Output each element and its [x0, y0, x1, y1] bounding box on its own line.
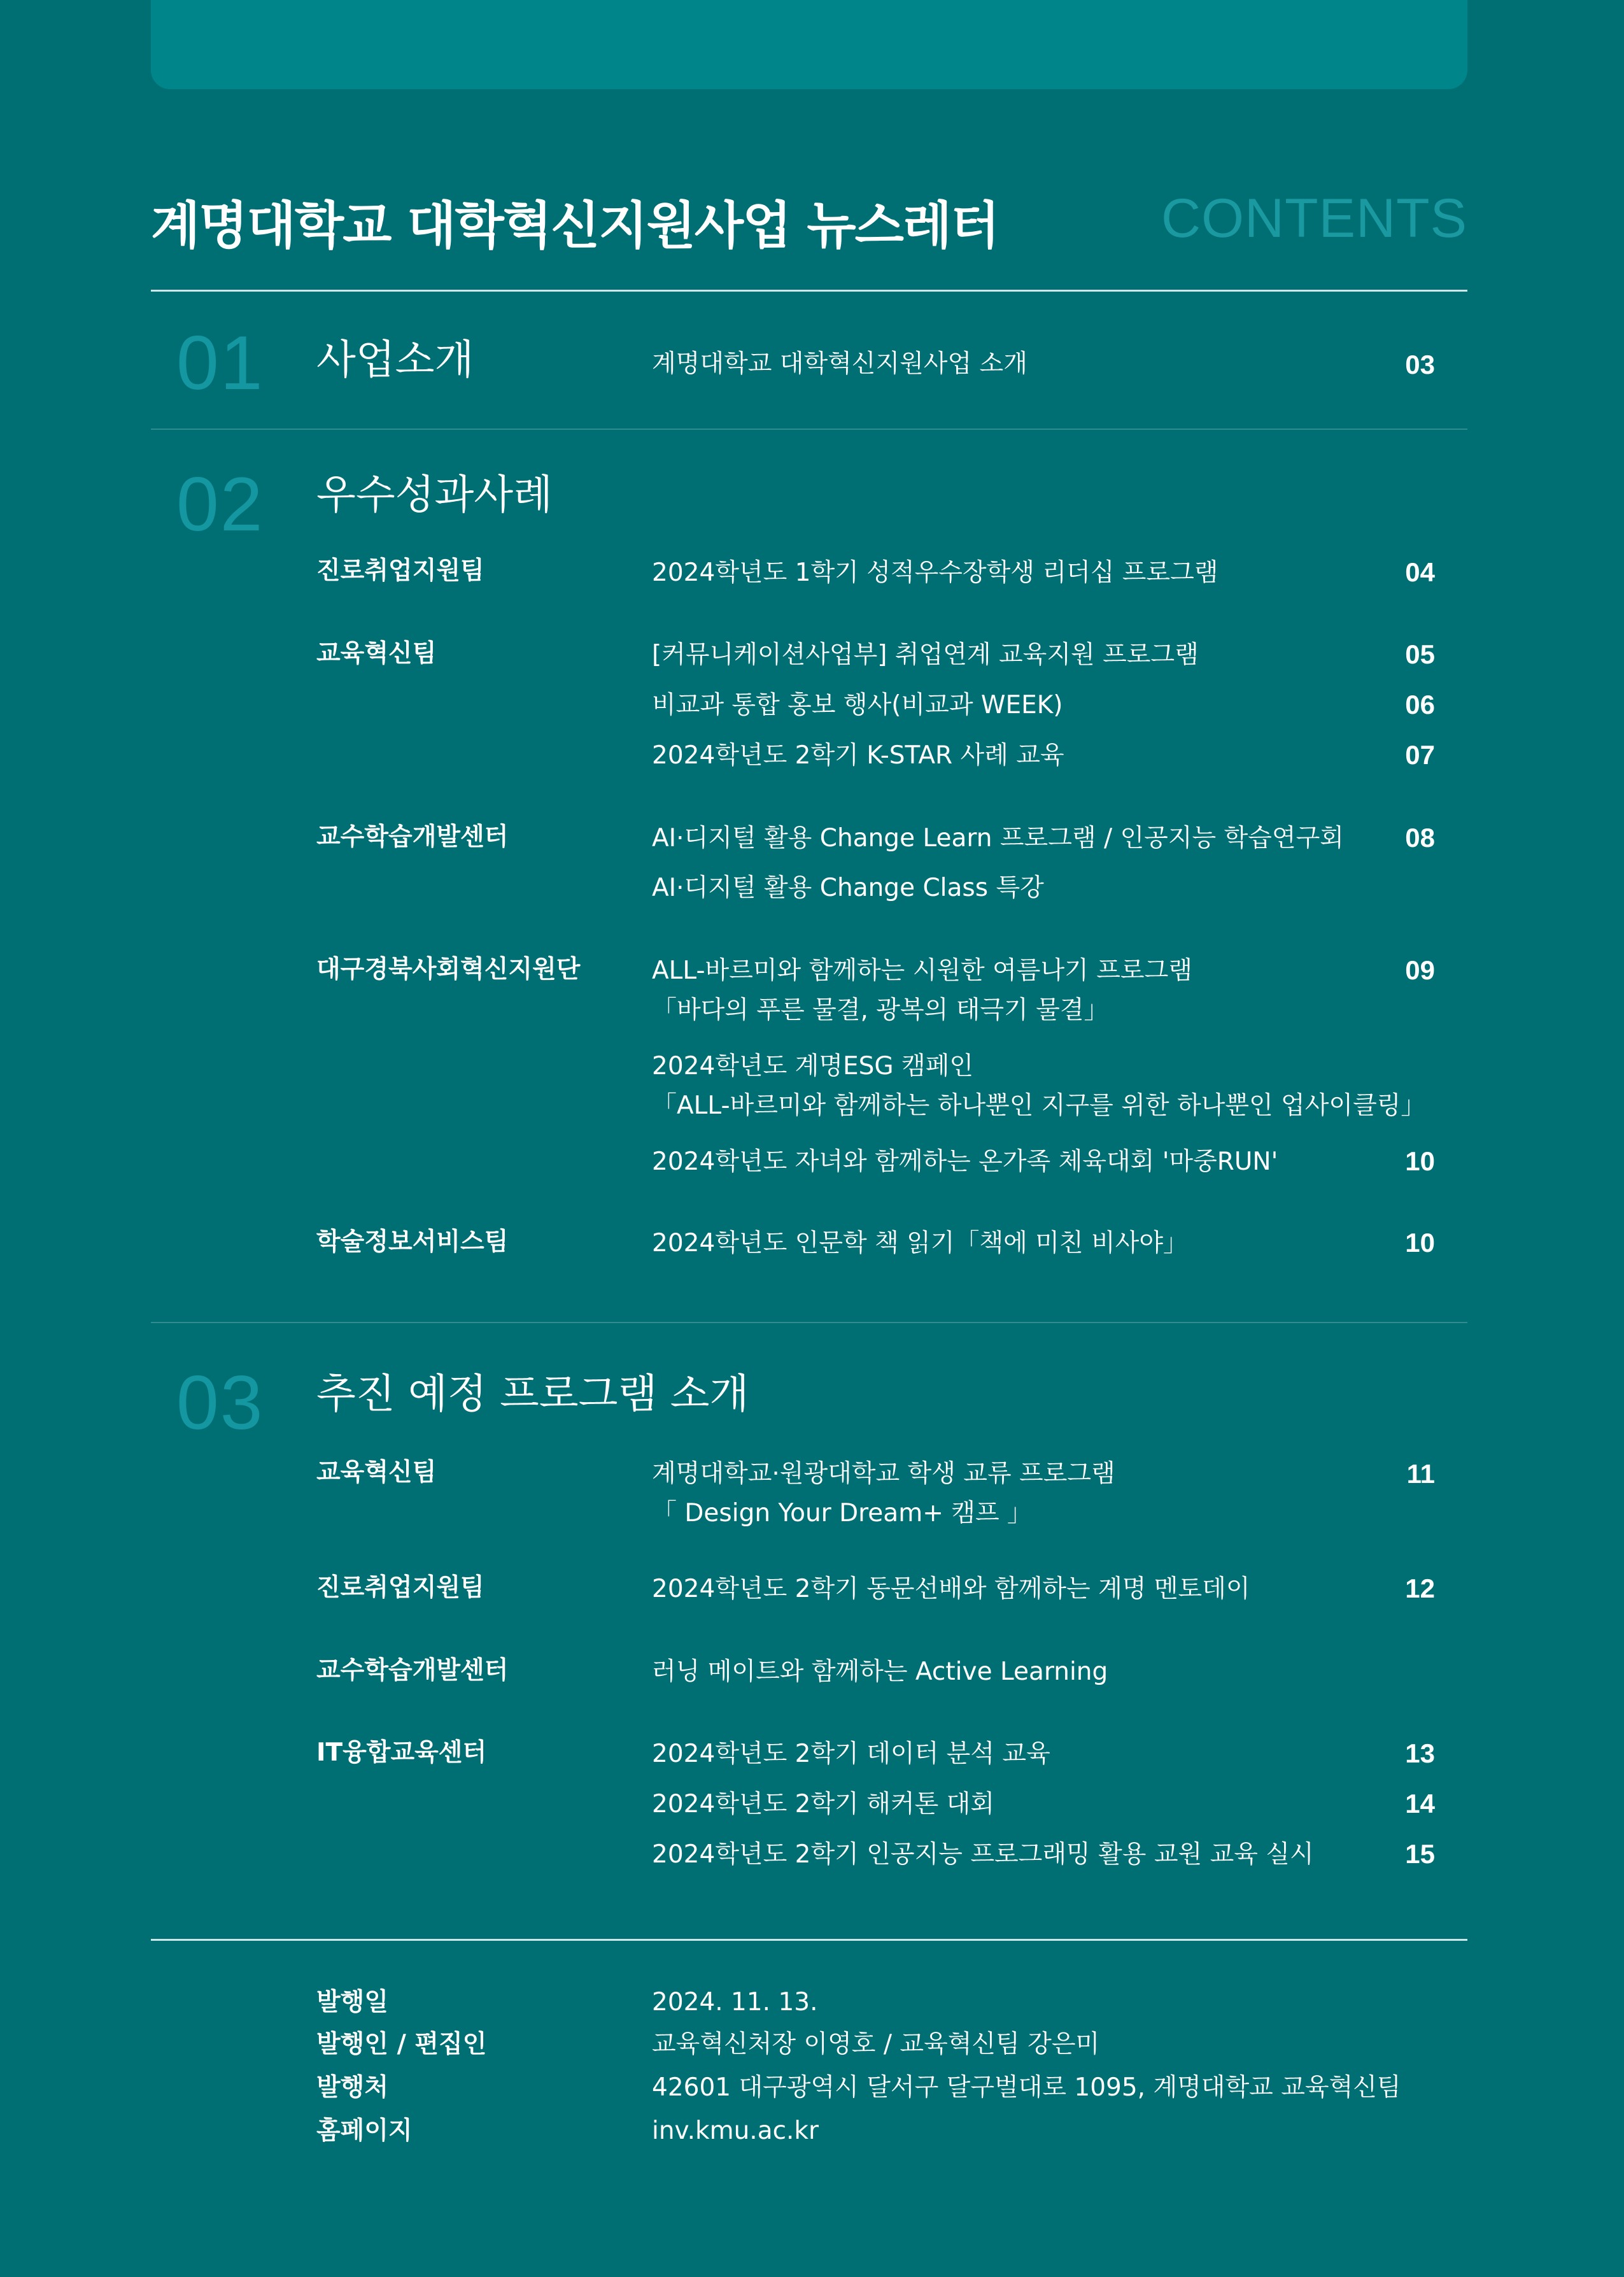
team-name: 교수학습개발센터	[316, 823, 509, 851]
toc-item[interactable]: 2024학년도 2학기 동문선배와 함께하는 계명 멘토데이	[652, 1575, 1250, 1603]
team-name: 교육혁신팀	[316, 639, 437, 668]
homepage-link[interactable]: inv.kmu.ac.kr	[652, 2117, 819, 2145]
toc-item[interactable]: [커뮤니케이션사업부] 취업연계 교육지원 프로그램	[652, 641, 1199, 669]
toc-item-subtitle[interactable]: 「ALL-바르미와 함께하는 하나뿐인 지구를 위한 하나뿐인 업사이클링」	[652, 1091, 1426, 1120]
toc-item[interactable]: AI·디지털 활용 Change Learn 프로그램 / 인공지능 학습연구회	[652, 824, 1344, 853]
page-number[interactable]: 06	[1405, 690, 1435, 720]
footer-divider	[151, 1939, 1467, 1941]
section-title: 우수성과사례	[316, 472, 553, 519]
header-divider	[151, 290, 1467, 292]
homepage-label: 홈페이지	[316, 2117, 413, 2145]
toc-item[interactable]: 2024학년도 2학기 해커톤 대회	[652, 1790, 994, 1819]
section-divider	[151, 1322, 1467, 1323]
section-title: 추진 예정 프로그램 소개	[316, 1371, 749, 1418]
toc-item[interactable]: 2024학년도 1학기 성적우수장학생 리더십 프로그램	[652, 558, 1218, 587]
section-number: 03	[176, 1360, 264, 1445]
toc-item[interactable]: 2024학년도 자녀와 함께하는 온가족 체육대회 '마중RUN'	[652, 1147, 1278, 1176]
publish-date-label: 발행일	[316, 1988, 389, 2017]
publisher: 교육혁신처장 이영호 / 교육혁신팀 강은미	[652, 2030, 1100, 2059]
team-name: 교육혁신팀	[316, 1458, 437, 1487]
toc-item[interactable]: 2024학년도 인문학 책 읽기「책에 미친 비사야」	[652, 1229, 1189, 1258]
publishing-office-label: 발행처	[316, 2073, 389, 2102]
newsletter-title: 계명대학교 대학혁신지원사업 뉴스레터	[151, 196, 999, 255]
team-name: IT융합교육센터	[316, 1738, 487, 1767]
toc-item[interactable]: 계명대학교 대학혁신지원사업 소개	[652, 350, 1027, 378]
toc-item-subtitle[interactable]: 「 Design Your Dream+ 캠프 」	[652, 1499, 1033, 1528]
toc-item[interactable]: 계명대학교·원광대학교 학생 교류 프로그램	[652, 1459, 1115, 1488]
team-name: 진로취업지원팀	[316, 1573, 484, 1602]
toc-item-subtitle[interactable]: 「바다의 푸른 물결, 광복의 태극기 물결」	[652, 996, 1109, 1025]
toc-item[interactable]: 러닝 메이트와 함께하는 Active Learning	[652, 1657, 1108, 1686]
toc-item[interactable]: ALL-바르미와 함께하는 시원한 여름나기 프로그램	[652, 956, 1192, 985]
page-number[interactable]: 05	[1405, 639, 1435, 669]
page-number[interactable]: 04	[1405, 557, 1435, 587]
page-number[interactable]: 09	[1405, 955, 1435, 985]
section-number: 02	[176, 462, 264, 547]
section-title: 사업소개	[316, 337, 474, 384]
page-number[interactable]: 13	[1405, 1738, 1435, 1768]
section-divider	[151, 429, 1467, 430]
page-number[interactable]: 11	[1406, 1459, 1435, 1489]
team-name: 학술정보서비스팀	[316, 1228, 509, 1256]
publish-date: 2024. 11. 13.	[652, 1988, 818, 2017]
toc-item[interactable]: AI·디지털 활용 Change Class 특강	[652, 874, 1044, 902]
toc-item[interactable]: 2024학년도 2학기 인공지능 프로그래밍 활용 교원 교육 실시	[652, 1840, 1314, 1869]
team-name: 진로취업지원팀	[316, 557, 484, 585]
contents-label: CONTENTS	[1161, 188, 1467, 249]
newsletter-header	[151, 178, 1467, 255]
publisher-label: 발행인 / 편집인	[316, 2030, 487, 2059]
toc-item[interactable]: 2024학년도 2학기 K-STAR 사례 교육	[652, 741, 1064, 770]
top-banner	[151, 0, 1467, 89]
page-number[interactable]: 07	[1405, 740, 1435, 770]
page-number[interactable]: 12	[1405, 1573, 1435, 1603]
toc-item[interactable]: 비교과 통합 홍보 행사(비교과 WEEK)	[652, 691, 1063, 720]
toc-item[interactable]: 2024학년도 2학기 데이터 분석 교육	[652, 1740, 1050, 1768]
team-name: 대구경북사회혁신지원단	[316, 955, 581, 984]
page-number[interactable]: 10	[1405, 1146, 1435, 1176]
page-number[interactable]: 14	[1405, 1789, 1435, 1819]
toc-item[interactable]: 2024학년도 계명ESG 캠페인	[652, 1052, 974, 1081]
page-number[interactable]: 03	[1405, 350, 1435, 380]
page-number[interactable]: 08	[1405, 823, 1435, 853]
publishing-office: 42601 대구광역시 달서구 달구벌대로 1095, 계명대학교 교육혁신팀	[652, 2073, 1401, 2102]
page-number[interactable]: 15	[1405, 1839, 1435, 1869]
team-name: 교수학습개발센터	[316, 1656, 509, 1685]
page-number[interactable]: 10	[1405, 1228, 1435, 1258]
section-number: 01	[176, 320, 264, 406]
